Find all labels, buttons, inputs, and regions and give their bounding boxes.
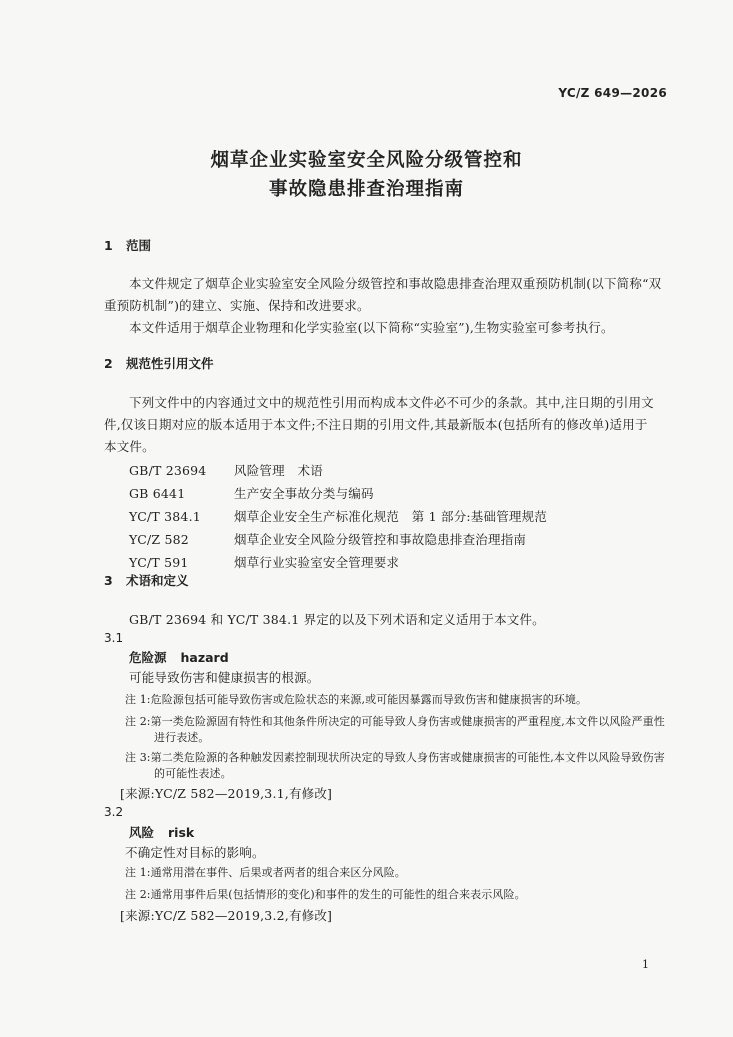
term-note: 注 2:第一类危险源固有特性和其他条件所决定的可能导致人身伤害或健康损害的严重程度,本文件以风险严重性 — [125, 715, 665, 728]
reference-name: 风险管理 术语 — [234, 463, 323, 478]
reference-name: 烟草企业安全生产标准化规范 第 1 部分:基础管理规范 — [234, 509, 548, 524]
reference-item — [129, 530, 526, 548]
term-source: [来源:YC/Z 582—2019,3.2,有修改] — [120, 908, 333, 923]
term-note: 注 1:危险源包括可能导致伤害或危险状态的来源,或可能因暴露而导致伤害和健康损害的环境。 — [125, 693, 588, 706]
reference-item — [129, 553, 399, 571]
standard-code: YC/Z 649—2026 — [558, 86, 667, 100]
normative-ref-paragraph-line: 下列文件中的内容通过文中的规范性引用而构成本文件必不可少的条款。其中,注日期的引用文 — [129, 395, 654, 410]
term-note: 注 2:通常用事件后果(包括情形的变化)和事件的发生的可能性的组合来表示风险。 — [125, 888, 526, 901]
term-note-continuation: 进行表述。 — [154, 731, 210, 744]
term-note: 注 1:通常用潜在事件、后果或者两者的组合来区分风险。 — [125, 866, 406, 879]
normative-ref-paragraph-line: 本文件。 — [104, 439, 155, 454]
scope-paragraph-line: 本文件适用于烟草企业物理和化学实验室(以下简称“实验室”),生物实验室可参考执行。 — [129, 320, 614, 335]
document-title-line1: 烟草企业实验室安全风险分级管控和 — [210, 150, 523, 171]
reference-code: YC/T 591 — [129, 555, 189, 570]
term-definition: 不确定性对目标的影响。 — [125, 845, 265, 860]
section-3-heading — [104, 571, 189, 589]
term-entry — [129, 648, 229, 666]
term-zh: 风险 — [129, 825, 155, 840]
reference-item — [129, 507, 547, 525]
section-title: 范围 — [126, 238, 152, 253]
term-definition: 可能导致伤害和健康损害的根源。 — [129, 670, 320, 685]
section-title: 规范性引用文件 — [126, 356, 214, 371]
scope-paragraph-line: 本文件规定了烟草企业实验室安全风险分级管控和事故隐患排查治理双重预防机制(以下简称“双 — [129, 276, 662, 291]
term-note-continuation: 的可能性表述。 — [154, 767, 232, 780]
term-zh: 危险源 — [129, 650, 167, 665]
section-number: 3 — [104, 573, 113, 588]
reference-code: GB 6441 — [129, 486, 186, 501]
section-2-heading — [104, 354, 214, 372]
reference-item — [129, 461, 323, 479]
document-title-line2: 事故隐患排查治理指南 — [268, 179, 464, 200]
reference-name: 生产安全事故分类与编码 — [234, 486, 374, 501]
section-title: 术语和定义 — [126, 573, 189, 588]
reference-code: YC/Z 582 — [129, 532, 189, 547]
section-1-heading — [104, 236, 151, 254]
reference-item — [129, 484, 374, 502]
term-entry — [129, 823, 194, 841]
scope-paragraph-line: 重预防机制”)的建立、实施、保持和改进要求。 — [104, 298, 370, 313]
term-number: 3.1 — [104, 631, 124, 645]
term-source: [来源:YC/Z 582—2019,3.1,有修改] — [120, 786, 333, 801]
normative-ref-paragraph-line: 件,仅该日期对应的版本适用于本文件;不注日期的引用文件,其最新版本(包括所有的修改单)适用于 — [104, 417, 648, 432]
reference-code: GB/T 23694 — [129, 463, 207, 478]
term-en: risk — [168, 825, 195, 840]
terms-intro: GB/T 23694 和 YC/T 384.1 界定的以及下列术语和定义适用于本文件。 — [129, 612, 545, 627]
reference-name: 烟草行业实验室安全管理要求 — [234, 555, 400, 570]
page-number: 1 — [642, 958, 649, 971]
term-note: 注 3:第二类危险源的各种触发因素控制现状所决定的导致人身伤害或健康损害的可能性,本文件以风险导致伤害 — [125, 751, 665, 764]
reference-name: 烟草企业安全风险分级管控和事故隐患排查治理指南 — [234, 532, 527, 547]
section-number: 2 — [104, 356, 113, 371]
reference-code: YC/T 384.1 — [129, 509, 201, 524]
term-number: 3.2 — [104, 805, 124, 819]
term-en: hazard — [180, 650, 229, 665]
section-number: 1 — [104, 238, 113, 253]
